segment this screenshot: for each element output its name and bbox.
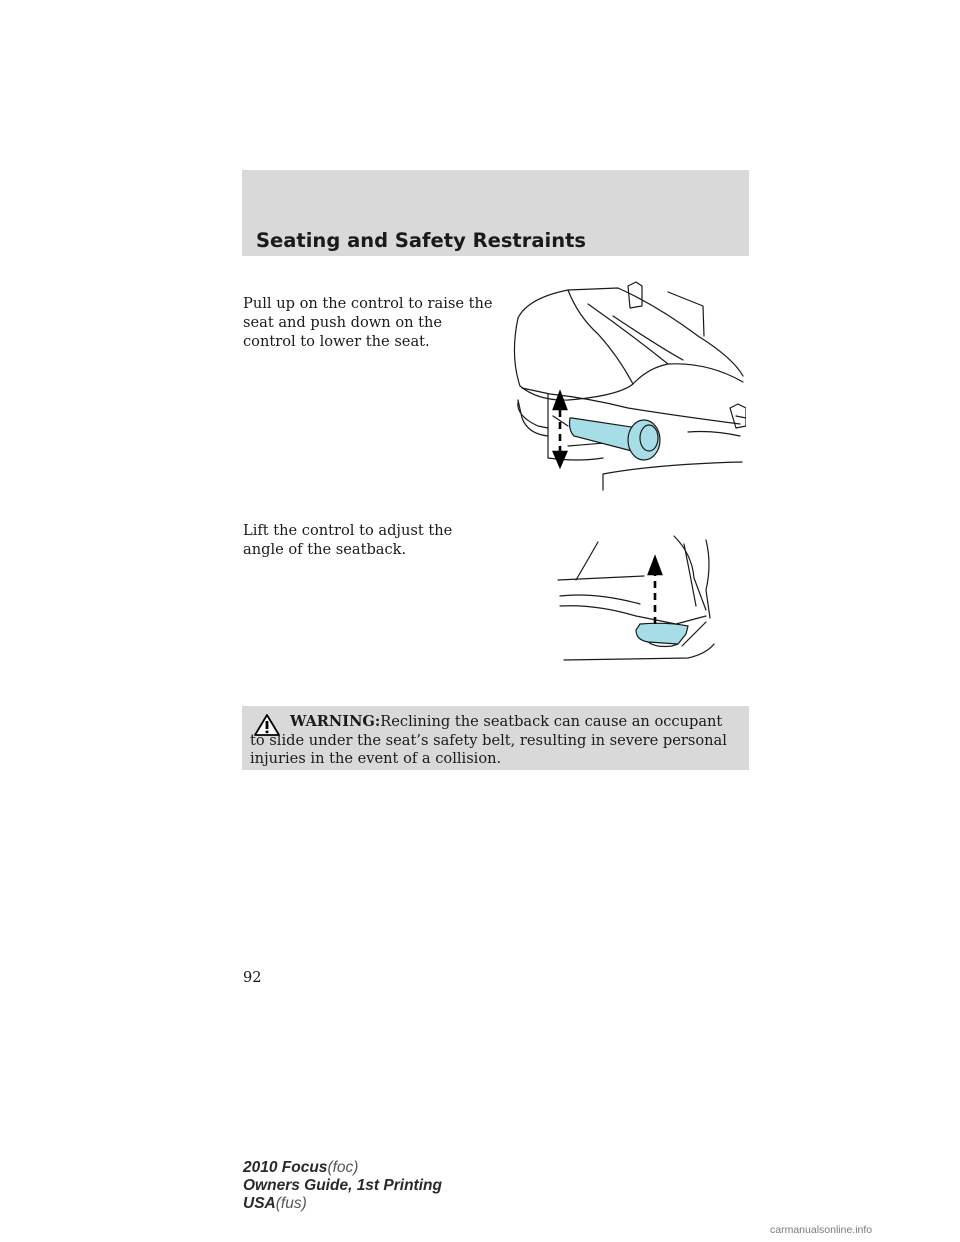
document-footer — [243, 1159, 442, 1213]
paragraph-seatback-angle: Lift the control to adjust the angle of the seatback. — [243, 522, 453, 558]
watermark: carmanualsonline.info — [770, 1224, 873, 1236]
seatback-recline-illustration — [556, 534, 718, 666]
seat-height-illustration — [508, 276, 746, 498]
paragraph-seat-height: Pull up on the control to raise the seat and push down on the control to lower the seat. — [243, 295, 493, 350]
footer-model: 2010 Focus — [243, 1159, 328, 1176]
warning-text: Reclining the seatback can cause an occupant to slide under the seat’s safety belt, resulting in severe personal injuries in the event of a collision. — [250, 713, 727, 767]
footer-market-code: (fus) — [275, 1195, 307, 1212]
page-number: 92 — [243, 969, 262, 986]
footer-market: USA — [243, 1195, 276, 1212]
footer-edition: Owners Guide, 1st Printing — [243, 1177, 442, 1194]
section-title: Seating and Safety Restraints — [256, 229, 587, 252]
warning-box — [242, 706, 749, 770]
warning-label: WARNING: — [290, 713, 381, 730]
warning-message — [250, 713, 735, 769]
footer-model-code: (foc) — [327, 1159, 359, 1176]
